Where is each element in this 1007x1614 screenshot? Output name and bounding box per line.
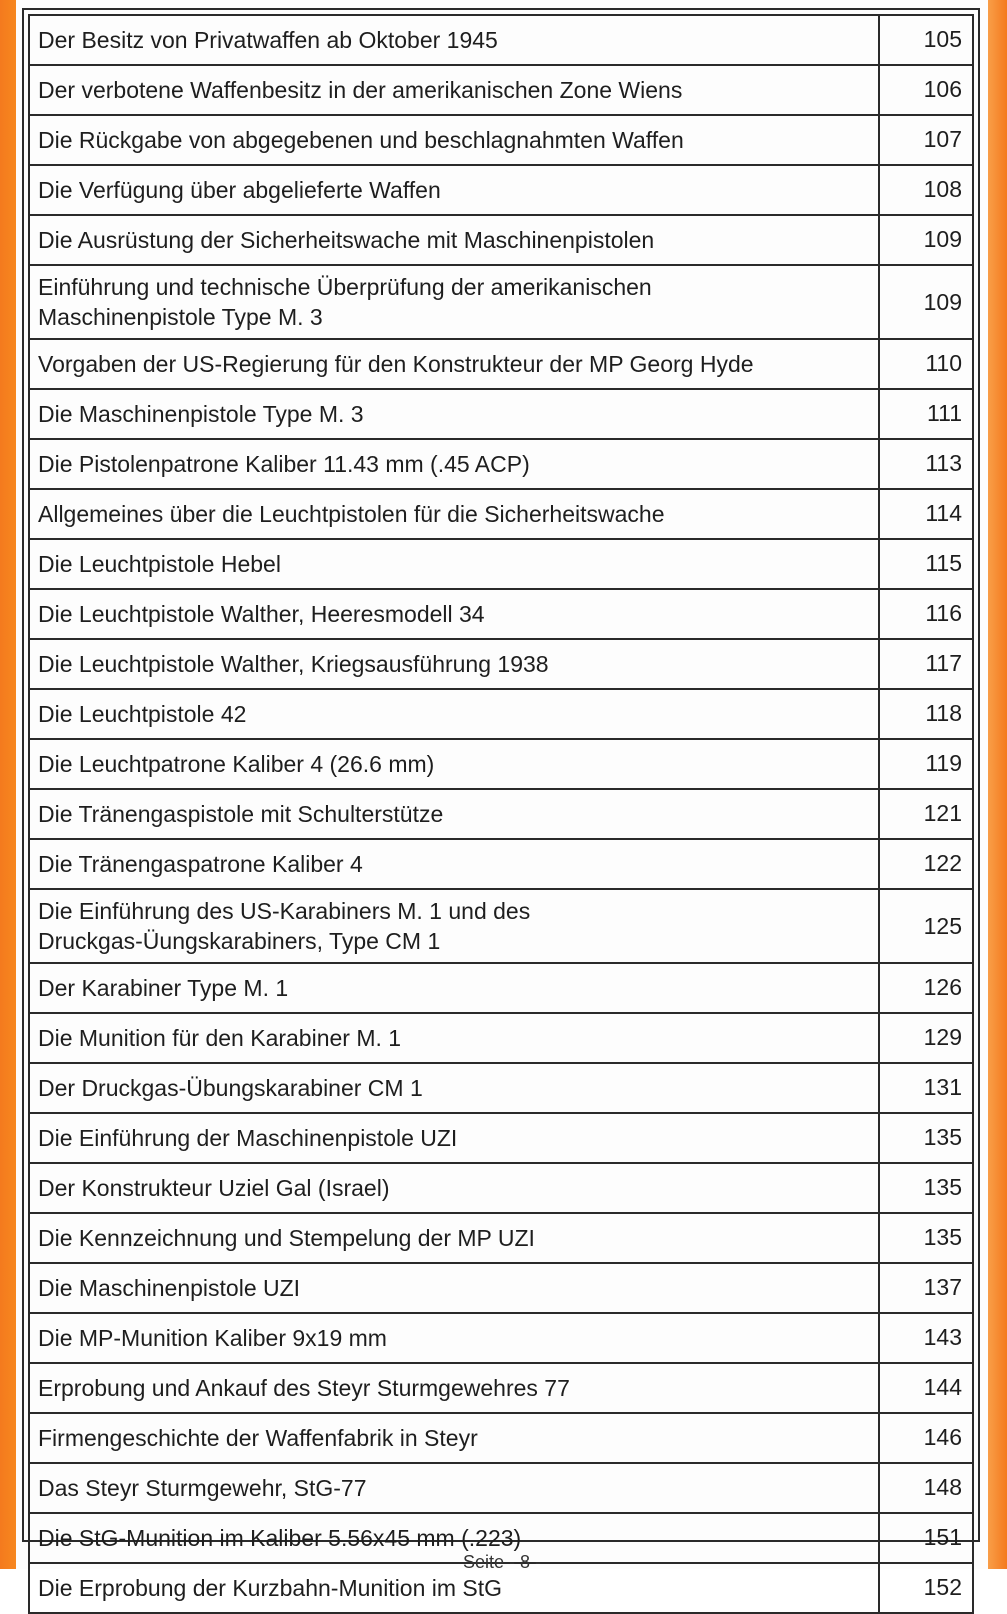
page-footer: Seite - 8 - <box>462 1552 542 1572</box>
toc-title: Die Pistolenpatrone Kaliber 11.43 mm (.45 ACP) <box>29 439 879 489</box>
toc-row <box>29 489 973 539</box>
toc-page-number: 146 <box>879 1413 973 1463</box>
toc-title: Der Karabiner Type M. 1 <box>29 963 879 1013</box>
toc-title: Die Verfügung über abgelieferte Waffen <box>29 165 879 215</box>
toc-title-line: Einführung und technische Überprüfung der amerikanischen <box>38 274 652 300</box>
toc-row <box>29 739 973 789</box>
toc-title: Die Erprobung der Kurzbahn-Munition im StG <box>29 1563 879 1613</box>
toc-page-number: 129 <box>879 1013 973 1063</box>
toc-title: Der Druckgas-Übungskarabiner CM 1 <box>29 1063 879 1113</box>
toc-page-number: 125 <box>879 889 973 963</box>
toc-page-number: 108 <box>879 165 973 215</box>
toc-row <box>29 1013 973 1063</box>
toc-page-number: 143 <box>879 1313 973 1363</box>
toc-page-number: 115 <box>879 539 973 589</box>
toc-row <box>29 1463 973 1513</box>
toc-page-number: 114 <box>879 489 973 539</box>
toc-page-number: 135 <box>879 1113 973 1163</box>
toc-title: Die Leuchtpistole Hebel <box>29 539 879 589</box>
toc-row <box>29 15 973 65</box>
toc-row <box>29 589 973 639</box>
toc-page-number: 144 <box>879 1363 973 1413</box>
toc-row <box>29 963 973 1013</box>
toc-title: Die Leuchtpistole Walther, Heeresmodell 34 <box>29 589 879 639</box>
right-orange-border <box>987 0 1007 1569</box>
toc-page-number: 131 <box>879 1063 973 1113</box>
toc-page-number: 135 <box>879 1213 973 1263</box>
toc-row <box>29 889 973 963</box>
toc-title: Firmengeschichte der Waffenfabrik in Steyr <box>29 1413 879 1463</box>
toc-row <box>29 165 973 215</box>
toc-title: Die Tränengaspistole mit Schulterstütze <box>29 789 879 839</box>
toc-page-number: 110 <box>879 339 973 389</box>
toc-title <box>29 889 879 963</box>
toc-row <box>29 1363 973 1413</box>
toc-page-number: 151 <box>879 1513 973 1563</box>
toc-title-line: Druckgas-Üungskarabiners, Type CM 1 <box>38 928 441 954</box>
toc-title: Die Leuchtpistole Walther, Kriegsausführung 1938 <box>29 639 879 689</box>
table-of-contents <box>28 14 974 1614</box>
toc-page-number: 121 <box>879 789 973 839</box>
toc-title: Die Einführung der Maschinenpistole UZI <box>29 1113 879 1163</box>
toc-page-number: 122 <box>879 839 973 889</box>
toc-row <box>29 639 973 689</box>
toc-row <box>29 215 973 265</box>
toc-title: Vorgaben der US-Regierung für den Konstrukteur der MP Georg Hyde <box>29 339 879 389</box>
toc-row <box>29 65 973 115</box>
toc-title: Die Leuchtpatrone Kaliber 4 (26.6 mm) <box>29 739 879 789</box>
toc-page-number: 111 <box>879 389 973 439</box>
toc-row <box>29 339 973 389</box>
toc-page-number: 116 <box>879 589 973 639</box>
toc-row <box>29 1213 973 1263</box>
toc-title: Der Besitz von Privatwaffen ab Oktober 1945 <box>29 15 879 65</box>
toc-row <box>29 1163 973 1213</box>
toc-page-number: 107 <box>879 115 973 165</box>
toc-row <box>29 265 973 339</box>
toc-row <box>29 115 973 165</box>
toc-page-number: 109 <box>879 265 973 339</box>
toc-title: Die Maschinenpistole UZI <box>29 1263 879 1313</box>
toc-title: Die MP-Munition Kaliber 9x19 mm <box>29 1313 879 1363</box>
toc-page-number: 113 <box>879 439 973 489</box>
toc-row <box>29 1413 973 1463</box>
toc-page-number: 119 <box>879 739 973 789</box>
toc-page-number: 109 <box>879 215 973 265</box>
toc-page-number: 105 <box>879 15 973 65</box>
toc-title: Der verbotene Waffenbesitz in der amerikanischen Zone Wiens <box>29 65 879 115</box>
toc-title: Erprobung und Ankauf des Steyr Sturmgewehres 77 <box>29 1363 879 1413</box>
toc-title: Die Ausrüstung der Sicherheitswache mit Maschinenpistolen <box>29 215 879 265</box>
toc-title: Der Konstrukteur Uziel Gal (Israel) <box>29 1163 879 1213</box>
toc-row <box>29 389 973 439</box>
toc-title: Die Munition für den Karabiner M. 1 <box>29 1013 879 1063</box>
toc-row <box>29 1063 973 1113</box>
toc-title: Die Leuchtpistole 42 <box>29 689 879 739</box>
toc-page-number: 117 <box>879 639 973 689</box>
toc-page-number: 106 <box>879 65 973 115</box>
toc-page-number: 135 <box>879 1163 973 1213</box>
toc-row <box>29 789 973 839</box>
toc-row <box>29 439 973 489</box>
toc-title: Die Kennzeichnung und Stempelung der MP UZI <box>29 1213 879 1263</box>
toc-page-number: 152 <box>879 1563 973 1613</box>
toc-row <box>29 839 973 889</box>
toc-row <box>29 689 973 739</box>
toc-page-number: 126 <box>879 963 973 1013</box>
toc-page-number: 137 <box>879 1263 973 1313</box>
toc-title: Die Maschinenpistole Type M. 3 <box>29 389 879 439</box>
toc-title: Die Tränengaspatrone Kaliber 4 <box>29 839 879 889</box>
toc-row <box>29 539 973 589</box>
toc-page-number: 118 <box>879 689 973 739</box>
toc-title-line: Maschinenpistole Type M. 3 <box>38 304 323 330</box>
toc-title: Allgemeines über die Leuchtpistolen für die Sicherheitswache <box>29 489 879 539</box>
toc-title: Die StG-Munition im Kaliber 5.56x45 mm (.223) <box>29 1513 879 1563</box>
toc-row <box>29 1263 973 1313</box>
toc-title <box>29 265 879 339</box>
toc-row <box>29 1113 973 1163</box>
document-page <box>16 0 988 1601</box>
toc-row <box>29 1313 973 1363</box>
toc-title-line: Die Einführung des US-Karabiners M. 1 und des <box>38 898 531 924</box>
toc-title: Die Rückgabe von abgegebenen und beschlagnahmten Waffen <box>29 115 879 165</box>
toc-title: Das Steyr Sturmgewehr, StG-77 <box>29 1463 879 1513</box>
toc-page-number: 148 <box>879 1463 973 1513</box>
